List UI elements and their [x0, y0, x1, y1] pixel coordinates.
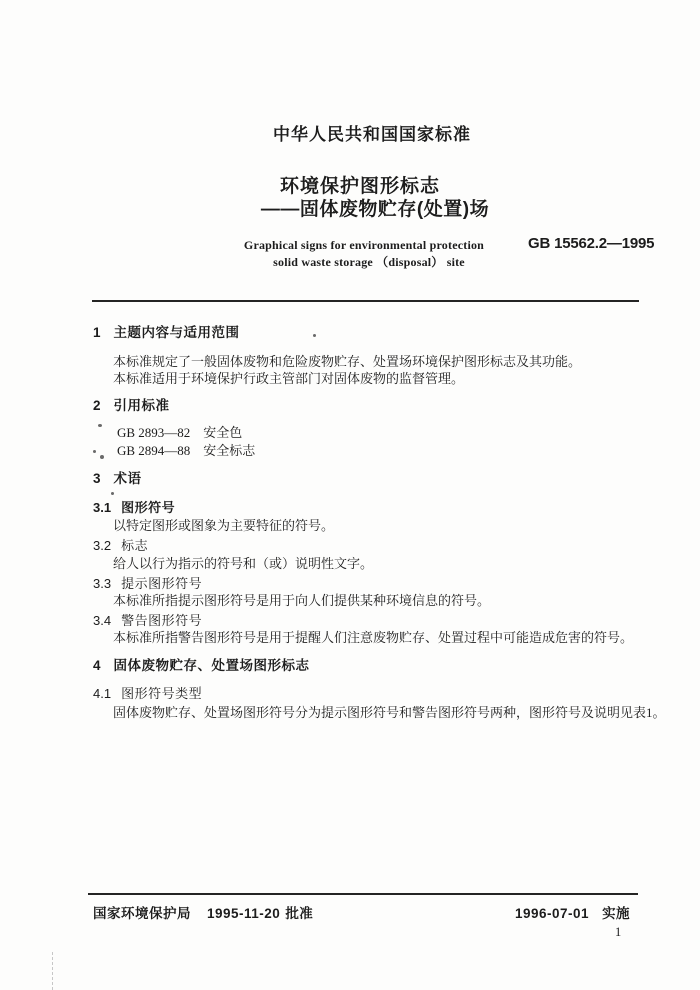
section-3-2-paragraph: 给人以行为指示的符号和（或）说明性文字。 — [113, 556, 374, 571]
scan-speck — [313, 334, 316, 337]
section-3-4-paragraph: 本标准所指警告图形符号是用于提醒人们注意废物贮存、处置过程中可能造成危害的符号。 — [113, 630, 634, 645]
scan-speck — [111, 492, 114, 495]
section-4-1-title: 图形符号类型 — [121, 686, 203, 701]
implementation-label: 实施 — [602, 906, 631, 921]
section-3-1-heading — [93, 501, 175, 514]
section-3-heading — [93, 472, 142, 486]
section-3-4-title: 警告图形符号 — [121, 613, 203, 628]
section-1-paragraph-1: 本标准规定了一般固体废物和危险废物贮存、处置场环境保护图形标志及其功能。 — [113, 354, 582, 369]
scan-speck — [98, 424, 102, 427]
approval-date: 1995-11-20 — [207, 906, 281, 921]
footer-rule — [88, 893, 638, 895]
scan-speck — [93, 450, 96, 453]
section-4-number: 4 — [93, 658, 101, 673]
reference-standard-2: GB 2894—88 安全标志 — [117, 443, 256, 458]
document-title-line-1: 环境保护图形标志 — [279, 176, 440, 197]
section-2-heading — [93, 399, 170, 413]
section-4-title: 固体废物贮存、处置场图形标志 — [113, 658, 310, 673]
document-title-line-2: ——固体废物贮存(处置)场 — [260, 199, 490, 220]
section-3-3-number: 3.3 — [93, 576, 112, 591]
section-3-1-paragraph: 以特定图形或图象为主要特征的符号。 — [113, 518, 335, 533]
section-3-3-title: 提示图形符号 — [121, 576, 203, 591]
standard-number: GB 15562.2—1995 — [528, 235, 655, 252]
section-2-title: 引用标准 — [113, 398, 170, 413]
scan-artifact-line — [52, 952, 53, 990]
section-3-2-heading — [93, 539, 148, 552]
section-1-heading — [93, 326, 240, 340]
section-3-1-title: 图形符号 — [121, 500, 176, 515]
section-3-1-number: 3.1 — [93, 500, 112, 515]
section-3-3-paragraph: 本标准所指提示图形符号是用于向人们提供某种环境信息的符号。 — [113, 593, 491, 608]
header-rule — [92, 300, 639, 302]
issuing-agency: 国家环境保护局 — [93, 906, 191, 921]
section-3-3-heading — [93, 577, 202, 590]
section-1-paragraph-2: 本标准适用于环境保护行政主管部门对固体废物的监督管理。 — [113, 371, 465, 386]
reference-standard-1: GB 2893—82 安全色 — [117, 425, 243, 440]
section-4-heading — [93, 659, 310, 673]
section-4-1-heading — [93, 687, 202, 700]
footer-implementation — [515, 907, 630, 921]
page-number: 1 — [615, 925, 622, 939]
approval-label: 批准 — [285, 906, 314, 921]
section-3-title: 术语 — [113, 471, 142, 486]
section-3-2-number: 3.2 — [93, 538, 112, 553]
section-1-number: 1 — [93, 325, 101, 340]
section-4-1-paragraph: 固体废物贮存、处置场图形符号分为提示图形符号和警告图形符号两种，图形符号及说明见表1。 — [113, 705, 666, 720]
implementation-date: 1996-07-01 — [515, 906, 590, 921]
section-4-1-number: 4.1 — [93, 686, 112, 701]
section-3-2-title: 标志 — [121, 538, 149, 553]
section-1-title: 主题内容与适用范围 — [113, 325, 240, 340]
english-title-line-2: solid waste storage （disposal） site — [273, 255, 465, 269]
section-2-number: 2 — [93, 398, 101, 413]
national-standard-label: 中华人民共和国国家标准 — [273, 125, 471, 144]
footer-approval — [93, 907, 313, 921]
section-3-number: 3 — [93, 471, 101, 486]
scan-speck — [100, 455, 104, 459]
english-title-line-1: Graphical signs for environmental protection — [243, 238, 485, 252]
section-3-4-number: 3.4 — [93, 613, 112, 628]
section-3-4-heading — [93, 614, 202, 627]
